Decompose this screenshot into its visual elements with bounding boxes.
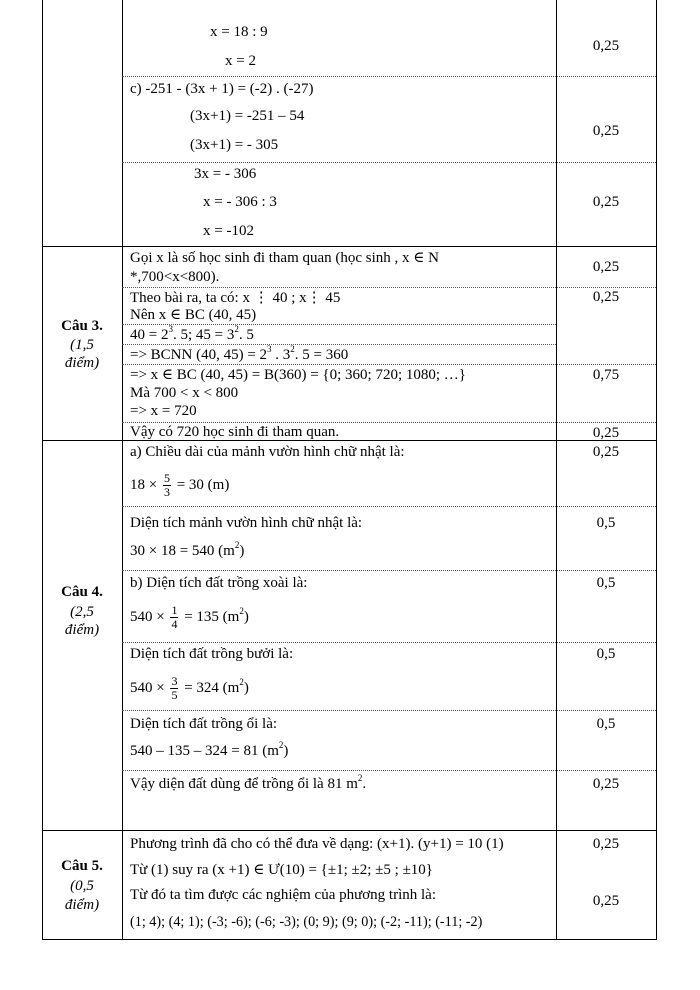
fraction: $\frac{1}{4}$ bbox=[171, 603, 178, 632]
score: 0,25 bbox=[592, 836, 620, 852]
score: 0,25 bbox=[592, 425, 620, 441]
cell-divider bbox=[122, 570, 656, 571]
cell-divider bbox=[122, 642, 656, 643]
score: 0,5 bbox=[596, 515, 616, 531]
solution-line: Từ (1) suy ra (x +1) ∈ Ư(10) = {±1; ±2; ±5 ; ±10} bbox=[130, 862, 433, 878]
question-points-unit: điểm) bbox=[64, 897, 100, 913]
fraction: $\frac{5}{3}$ bbox=[163, 471, 170, 500]
solution-line: Diện tích đất trồng bưởi là: bbox=[130, 646, 294, 662]
column-divider-2 bbox=[556, 0, 557, 940]
equation-line: c) -251 - (3x + 1) = (-2) . (-27) bbox=[130, 81, 314, 97]
solution-line: 540 × $\frac{3}{5}$ = 324 $(m^2)$ bbox=[130, 674, 249, 703]
question-label: Câu 3. bbox=[61, 318, 103, 334]
solution-line: => x = 720 bbox=[130, 403, 197, 419]
equation-line: x = -102 bbox=[203, 223, 254, 239]
score: 0,25 bbox=[592, 123, 620, 139]
solution-line: => BCNN (40, $45) = 2^3$ . $3^2$. 5 = 360 bbox=[130, 344, 349, 363]
cell-divider bbox=[122, 364, 656, 365]
solution-line: Vậy diện đất dùng để trồng ổi là 81 $m^2$. bbox=[130, 773, 367, 792]
equation-line: (3x+1) = - 305 bbox=[190, 137, 279, 153]
solution-line: Theo bài ra, ta có: x ⋮ 40 ; x⋮ 45 bbox=[130, 290, 341, 306]
solution-line: Diện tích đất trồng ổi là: bbox=[130, 716, 278, 732]
column-divider-1 bbox=[122, 0, 123, 940]
cell-divider bbox=[122, 506, 656, 507]
score: 0,5 bbox=[596, 575, 616, 591]
solution-line: $40 = 2^3$. 5; $45 = 3^2$. 5 bbox=[130, 324, 254, 343]
question-label: Câu 5. bbox=[61, 858, 103, 874]
solution-line: 18 × $\frac{5}{3}$ = 30 (m) bbox=[130, 471, 230, 500]
score: 0,25 bbox=[592, 444, 620, 460]
solution-line: *,700<x<800). bbox=[130, 269, 220, 285]
equation-line: 3x = - 306 bbox=[194, 166, 257, 182]
score: 0,5 bbox=[596, 646, 616, 662]
table-border-left bbox=[42, 0, 43, 940]
score: 0,5 bbox=[596, 716, 616, 732]
score: 0,25 bbox=[592, 289, 620, 305]
solution-line: (1; 4); (4; 1); (-3; -6); (-6; -3); (0; 9); (9; 0); (-2; -11); (-11; -2) bbox=[130, 914, 483, 930]
cell-divider bbox=[122, 344, 556, 345]
score: 0,25 bbox=[592, 259, 620, 275]
equation-line: x = - 306 : 3 bbox=[203, 194, 277, 210]
row-divider bbox=[42, 246, 656, 247]
solution-line: Phương trình đã cho có thể đưa về dạng: (x+1). (y+1) = 10 (1) bbox=[130, 836, 504, 852]
score: 0,25 bbox=[592, 38, 620, 54]
cell-divider bbox=[122, 324, 556, 325]
row-divider bbox=[42, 830, 656, 831]
answer-table bbox=[42, 0, 656, 940]
score: 0,25 bbox=[592, 194, 620, 210]
solution-line: 30 × 18 = 540 $(m^2)$ bbox=[130, 540, 245, 559]
cell-divider bbox=[122, 76, 656, 77]
score: 0,75 bbox=[592, 367, 620, 383]
table-border-bottom bbox=[42, 939, 656, 940]
score: 0,25 bbox=[592, 893, 620, 909]
solution-line: Nên x ∈ BC (40, 45) bbox=[130, 307, 257, 323]
question-label: Câu 4. bbox=[61, 584, 103, 600]
solution-line: Từ đó ta tìm được các nghiệm của phương trình là: bbox=[130, 887, 437, 903]
solution-line: b) Diện tích đất trồng xoài là: bbox=[130, 575, 308, 591]
question-points: (0,5 bbox=[70, 878, 94, 894]
question-points-unit: điểm) bbox=[64, 355, 100, 371]
question-points-unit: điểm) bbox=[64, 622, 100, 638]
table-border-right bbox=[656, 0, 657, 940]
fraction: $\frac{3}{5}$ bbox=[171, 674, 178, 703]
cell-divider bbox=[122, 710, 656, 711]
cell-divider bbox=[122, 162, 656, 163]
solution-line: 540 × $\frac{1}{4}$ = 135 $(m^2)$ bbox=[130, 603, 249, 632]
equation-line: (3x+1) = -251 – 54 bbox=[190, 108, 305, 124]
solution-line: => x ∈ BC (40, 45) = B(360) = {0; 360; 720; 1080; …} bbox=[130, 367, 467, 383]
solution-line: Diện tích mảnh vườn hình chữ nhật là: bbox=[130, 515, 363, 531]
solution-line: Gọi x là số học sinh đi tham quan (học sinh , x ∈ N bbox=[130, 250, 439, 266]
question-points: (1,5 bbox=[70, 337, 94, 353]
equation-line: x = 2 bbox=[225, 53, 256, 69]
equation-line: x = 18 : 9 bbox=[210, 24, 268, 40]
solution-line: Vậy có 720 học sinh đi tham quan. bbox=[130, 424, 340, 440]
solution-line: a) Chiều dài của mảnh vườn hình chữ nhật là: bbox=[130, 444, 405, 460]
question-points: (2,5 bbox=[70, 604, 94, 620]
solution-line: Mà 700 < x < 800 bbox=[130, 385, 239, 401]
cell-divider bbox=[122, 770, 656, 771]
score: 0,25 bbox=[592, 776, 620, 792]
solution-line: 540 – 135 – 324 = 81 $(m^2)$ bbox=[130, 740, 289, 759]
